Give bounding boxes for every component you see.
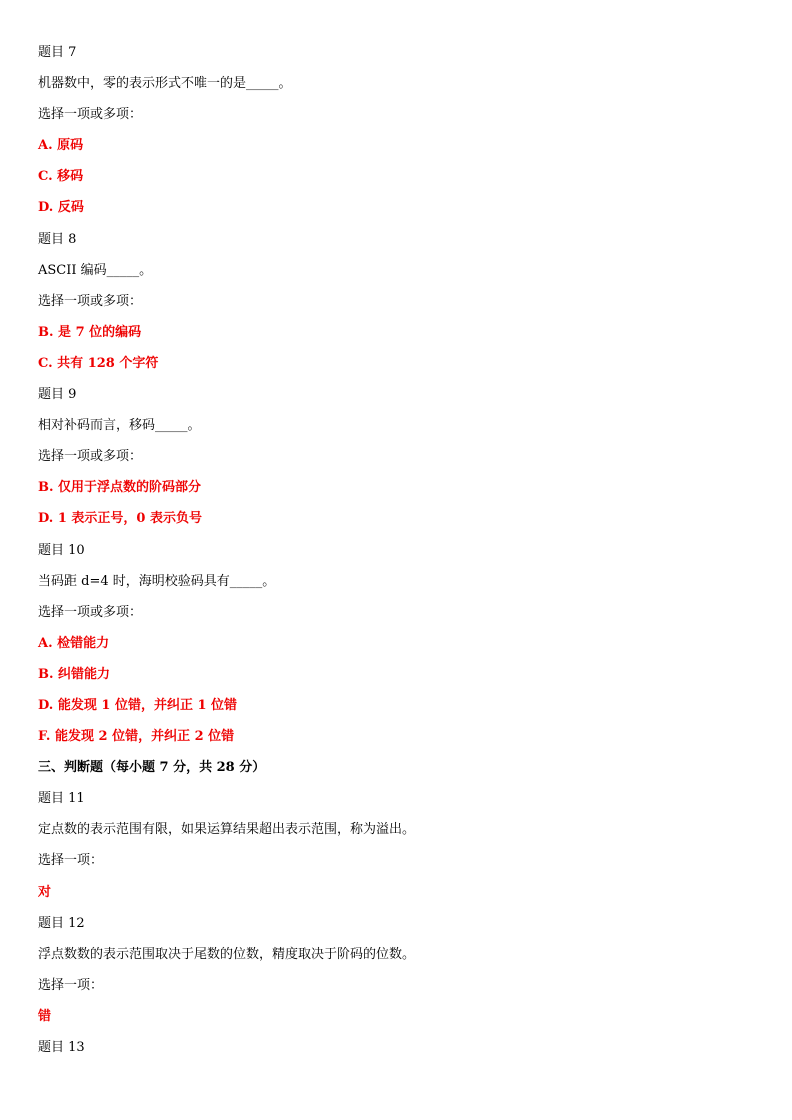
question-heading: 题目 13	[38, 1040, 85, 1055]
answer-option: A. 原码	[38, 138, 84, 154]
answer-option: C. 共有 128 个字符	[38, 355, 159, 371]
question-text: 定点数的表示范围有限，如果运算结果超出表示范围，称为溢出。	[38, 822, 416, 838]
choice-prompt: 选择一项：	[38, 853, 104, 869]
choice-prompt: 选择一项或多项：	[38, 293, 143, 309]
answer-option: A. 检错能力	[38, 635, 110, 651]
question-heading: 题目 8	[38, 231, 77, 247]
answer-option: F. 能发现 2 位错，并纠正 2 位错	[38, 729, 235, 745]
choice-prompt: 选择一项或多项：	[38, 107, 143, 123]
answer-option: D. 反码	[38, 200, 84, 216]
answer-option: 错	[38, 1008, 52, 1024]
answer-option: B. 是 7 位的编码	[38, 324, 142, 340]
section-title: 三、判断题（每小题 7 分，共 28 分）	[38, 760, 266, 776]
choice-prompt: 选择一项或多项：	[38, 604, 143, 620]
question-heading: 题目 11	[38, 791, 85, 807]
answer-option: B. 纠错能力	[38, 666, 111, 682]
answer-option: D. 能发现 1 位错，并纠正 1 位错	[38, 697, 238, 713]
question-text: 机器数中，零的表示形式不唯一的是_____。	[38, 76, 292, 92]
answer-option: B. 仅用于浮点数的阶码部分	[38, 480, 202, 496]
question-heading: 题目 10	[38, 542, 85, 558]
question-heading: 题目 12	[38, 915, 85, 931]
choice-prompt: 选择一项：	[38, 977, 104, 993]
answer-option: 对	[38, 884, 52, 900]
question-heading: 题目 7	[38, 45, 77, 60]
answer-option: D. 1 表示正号，0 表示负号	[38, 511, 203, 527]
choice-prompt: 选择一项或多项：	[38, 449, 143, 465]
question-text: 相对补码而言，移码_____。	[38, 418, 201, 434]
question-text: ASCII 编码_____。	[38, 262, 153, 278]
document-page	[38, 43, 758, 1069]
question-heading: 题目 9	[38, 387, 77, 403]
question-text: 当码距 d=4 时，海明校验码具有_____。	[38, 573, 276, 589]
question-text: 浮点数数的表示范围取决于尾数的位数，精度取决于阶码的位数。	[38, 946, 416, 962]
answer-option: C. 移码	[38, 169, 84, 185]
